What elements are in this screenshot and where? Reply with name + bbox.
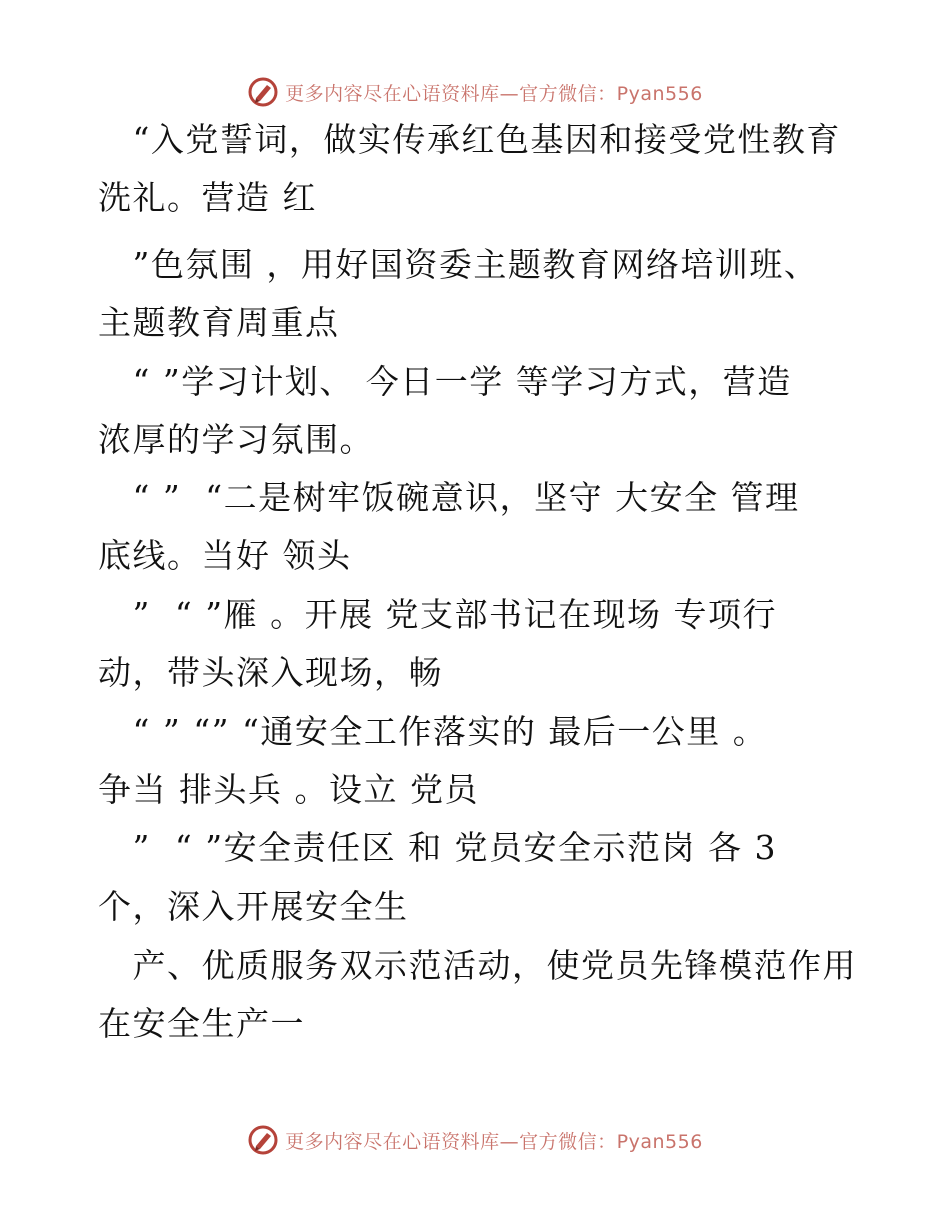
footer-watermark: [0, 1120, 950, 1160]
text-line: 争当 排头兵 。设立 党员: [98, 770, 479, 809]
text-line: ” “ ”安全责任区 和 党员安全示范岗 各 3: [98, 828, 778, 867]
header-watermark: [0, 72, 950, 112]
text-line: “ ”学习计划、 今日一学 等学习方式，营造: [98, 362, 792, 401]
pen-circle-logo-icon: [247, 1124, 279, 1156]
text-line: ”色氛围 ，用好国资委主题教育网络培训班、: [98, 245, 819, 284]
text-line: 底线。当好 领头: [98, 536, 352, 575]
text-line: “ ” “” “通安全工作落实的 最后一公里 。: [98, 712, 768, 751]
text-line: 动，带头深入现场，畅: [98, 653, 443, 692]
text-line: “ ” “二是树牢饭碗意识，坚守 大安全 管理: [98, 478, 800, 517]
text-line: 在安全生产一: [98, 1004, 305, 1043]
text-line: 洗礼。营造 红: [98, 178, 317, 217]
watermark-text: 更多内容尽在心语资料库—官方微信：Pyan556: [285, 1130, 703, 1153]
text-line: “入党誓词，做实传承红色基因和接受党性教育: [98, 120, 841, 159]
text-line: 产、优质服务双示范活动，使党员先锋模范作用: [98, 946, 857, 985]
watermark-text: 更多内容尽在心语资料库—官方微信：Pyan556: [285, 82, 703, 105]
text-line: ” “ ”雁 。开展 党支部书记在现场 专项行: [98, 595, 778, 634]
text-line: 浓厚的学习氛围。: [98, 420, 374, 459]
text-line: 个，深入开展安全生: [98, 887, 409, 926]
text-line: 主题教育周重点: [98, 303, 340, 342]
pen-circle-logo-icon: [247, 76, 279, 108]
